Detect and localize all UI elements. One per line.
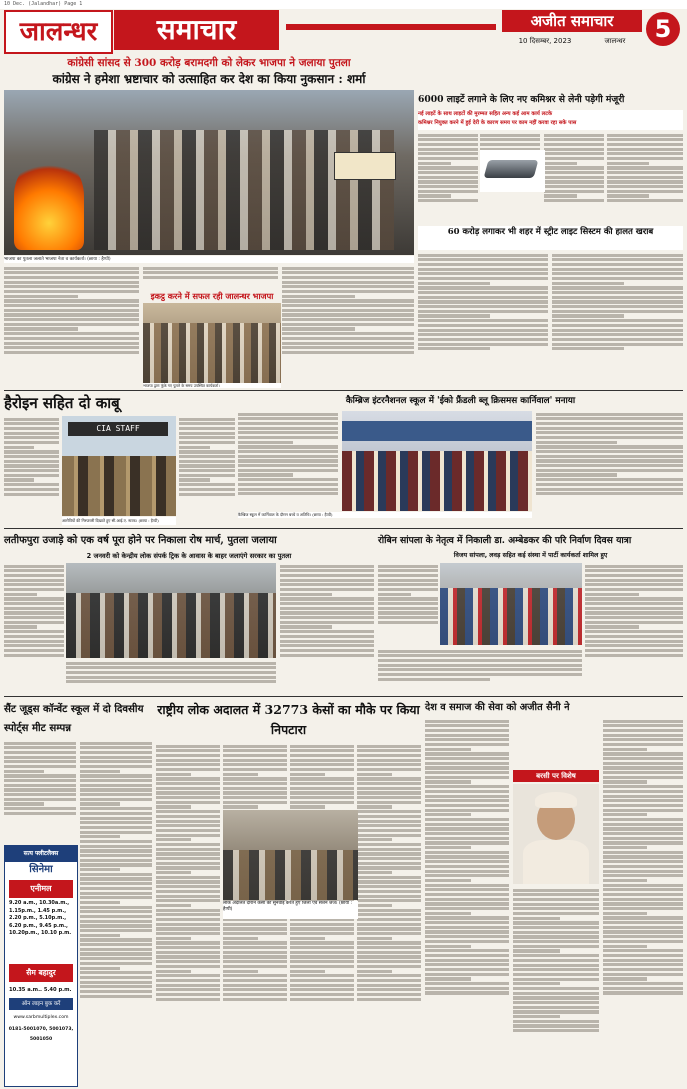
inset-crowd xyxy=(143,323,281,383)
cinema-title: सिनेमा xyxy=(29,864,53,875)
streetlight-body-col3 xyxy=(544,132,604,230)
streetlight-body-col1 xyxy=(418,132,478,230)
divider-2 xyxy=(4,528,683,529)
seva-body-col2 xyxy=(513,887,599,1085)
divider-3 xyxy=(4,696,683,697)
brand-name: अजीत समाचार xyxy=(502,10,642,32)
adalat-body-col4 xyxy=(357,743,421,1085)
crowd xyxy=(94,130,394,250)
fire-effigy xyxy=(14,160,84,250)
lead-photo xyxy=(4,90,414,255)
streetlight-headline: 6000 लाइटें लगाने के लिए नए कमिश्नर से लेनी पड़ेगी मंजूरी xyxy=(418,94,625,105)
print-header: 10 Dec. (Jalandhar) Page 1 xyxy=(0,0,687,9)
adalat-body-col1 xyxy=(156,743,220,1085)
streetlight-body-col5 xyxy=(418,252,548,386)
streetlight-body-col6 xyxy=(552,252,683,386)
inset-caption: भाजपा द्वारा फूंके गए पुतले के समय उपस्थित कार्यकर्ता। xyxy=(143,383,281,388)
lead-headline: कांग्रेस ने हमेशा भ्रष्टाचार को उत्साहित कर देश का किया नुकसान : शर्मा xyxy=(52,72,366,86)
carnival-group xyxy=(342,451,532,511)
streetlight-sub1: नई लाइटें के साथ लाइटों की मुरम्मत सहित अन्य कई आम कार्य लटके xyxy=(418,111,553,117)
heroin-photo xyxy=(62,416,176,516)
masthead-divider xyxy=(286,24,496,30)
streetlight-sub2: कमिश्नर नियुक्त करने में हुई देरी के कारण समय पर काम नहीं करवा रहा सके पास xyxy=(418,120,577,126)
latifpura-body-col2 xyxy=(66,660,276,693)
heroin-headline: हैरोइन सहित दो काबू xyxy=(4,394,120,412)
portrait-turban xyxy=(535,792,577,808)
movie-2-title: सैम बहादुर xyxy=(9,964,73,982)
heroin-body-col2 xyxy=(179,416,235,524)
rally-body-col1 xyxy=(378,563,438,645)
rally-crowd xyxy=(440,588,582,645)
seva-portrait xyxy=(513,784,599,884)
carnival-backdrop xyxy=(342,421,532,441)
sports-headline: सैंट जूड्स कॉन्वेंट स्कूल में दो दिवसीय स्पोर्ट्स मीट सम्पन्न xyxy=(4,703,144,734)
inset-headline: इकट्ठ करने में सफल रही जालन्धर भाजपा xyxy=(150,291,274,301)
adalat-photo xyxy=(223,810,358,900)
cia-staff-banner: CIA STAFF xyxy=(68,422,168,436)
protest-banner xyxy=(334,152,396,180)
movie-2-showtimes: 10.35 a.m.. 5.40 p.m. xyxy=(9,987,72,993)
carnival-caption: कैम्ब्रिज स्कूल में कार्निवाल के दौरान बच्चे व अतिथि। (छाया : हैप्पी) xyxy=(238,512,532,518)
led-fixture xyxy=(484,160,539,178)
cinema-ad xyxy=(4,845,78,1087)
movie-1-showtimes: 9.20 a.m., 10.30a.m., 1.15p.m., 1.45 p.m., 2.20 p.m., 5.10p.m., 6.20 p.m., 9.45 p.m., 10.20p.m., 10.10 p.m. xyxy=(9,900,72,936)
online-booking-label: ऑन लाइन बुक करें xyxy=(9,998,73,1010)
seva-body-col1 xyxy=(425,718,509,1085)
streetlight-photo xyxy=(480,150,545,192)
lead-photo-caption: भाजपा का पुतला जलाते भाजपा नेता व कार्यकर्ता। (छाया : हैप्पी) xyxy=(4,256,414,263)
carnival-body-col1 xyxy=(238,411,338,524)
movie-1-title: एनीमल xyxy=(9,880,73,898)
adalat-caption: लोक अदालत दौरान केसों की सुनवाई करते हुए जिला एवं सैशन जज। (छाया : हैप्पी) xyxy=(223,901,358,919)
seva-tag: बरसी पर विशेष xyxy=(513,770,599,782)
rally-headline: रोबिन सांपला के नेतृत्व में निकाली डा. अम्बेडकर की परि निर्वाण दिवस यात्रा xyxy=(378,535,632,546)
carnival-body-col2 xyxy=(536,411,683,524)
heroin-body-col1 xyxy=(4,416,59,524)
lead-body-col2 xyxy=(143,265,278,287)
lead-kicker: कांग्रेसी सांसद से 300 करोड़ बरामदगी को लेकर भाजपा ने जलाया पुतला xyxy=(67,57,351,69)
rally-subhead: विजय सांपला, लवड़ सहित कई संस्था में पार्टी कार्यकर्ता शामिल हुए xyxy=(453,552,608,559)
lead-body-col1 xyxy=(4,265,139,387)
rally-body-col2 xyxy=(378,648,582,693)
streetlight-subheads xyxy=(418,110,683,130)
masthead xyxy=(4,10,682,54)
police-group xyxy=(62,456,176,516)
carnival-photo xyxy=(342,411,532,511)
seva-body-col3 xyxy=(603,718,683,1085)
latifpura-headline: लतीफपुरा उजाड़े को एक वर्ष पूरा होने पर निकाला रोष मार्च, पुतला जलाया xyxy=(4,535,277,546)
portrait-shirt xyxy=(523,840,589,884)
streetlight-body-col4 xyxy=(607,132,683,230)
sports-body-col2 xyxy=(80,740,152,1085)
page-number-badge: 5 xyxy=(646,12,680,46)
masthead-date: 10 दिसम्बर, 2023 xyxy=(518,37,572,45)
rally-photo xyxy=(440,563,582,645)
carnival-headline: कैम्ब्रिज इंटरनैशनल स्कूल में 'ईको फ्रैंडली ब्लू क्रिसमस कार्निवाल' मनाया xyxy=(345,396,576,406)
dateline xyxy=(502,34,642,48)
heroin-caption: आरोपियों की गिरफ्तारी दिखाते हुए सी.आई.ए. स्टाफ। (छाया : हैप्पी) xyxy=(62,517,176,525)
cinema-phone: 0181-5001070, 5001073, 5001050 xyxy=(8,1027,74,1042)
divider-1 xyxy=(4,390,683,391)
adalat-group xyxy=(223,850,358,900)
lead-body-col3 xyxy=(282,265,414,387)
latifpura-photo xyxy=(66,563,276,658)
seva-headline: देश व समाज की सेवा को अजीत सैनी ने xyxy=(425,702,570,713)
masthead-title-1: जालन्धर xyxy=(4,10,113,54)
masthead-city: जालन्धर xyxy=(604,37,626,45)
latifpura-crowd xyxy=(66,593,276,658)
streetlight-section-head: 60 करोड़ लगाकर भी शहर में स्ट्रीट लाइट सिस्टम की हालत खराब xyxy=(418,226,683,250)
masthead-title-2: समाचार xyxy=(114,10,279,50)
cinema-website: www.sarbmultiplex.com xyxy=(13,1015,69,1020)
sports-body-col1 xyxy=(4,740,76,840)
cinema-brand: सत्य फ्लीटलैक्स xyxy=(5,846,77,862)
latifpura-subhead: 2 जनवरी को केन्द्रीय लोक संपर्क ट्रिक के आवास के बाहर जलाएंगे सरकार का पुतला xyxy=(86,552,292,560)
inset-photo xyxy=(143,303,281,383)
adalat-headline: राष्ट्रीय लोक अदालत में 32773 केसों का मौके पर किया निपटारा xyxy=(157,702,420,737)
latifpura-body-col3 xyxy=(280,563,374,693)
latifpura-body-col1 xyxy=(4,563,64,693)
rally-body-col3 xyxy=(585,563,683,693)
